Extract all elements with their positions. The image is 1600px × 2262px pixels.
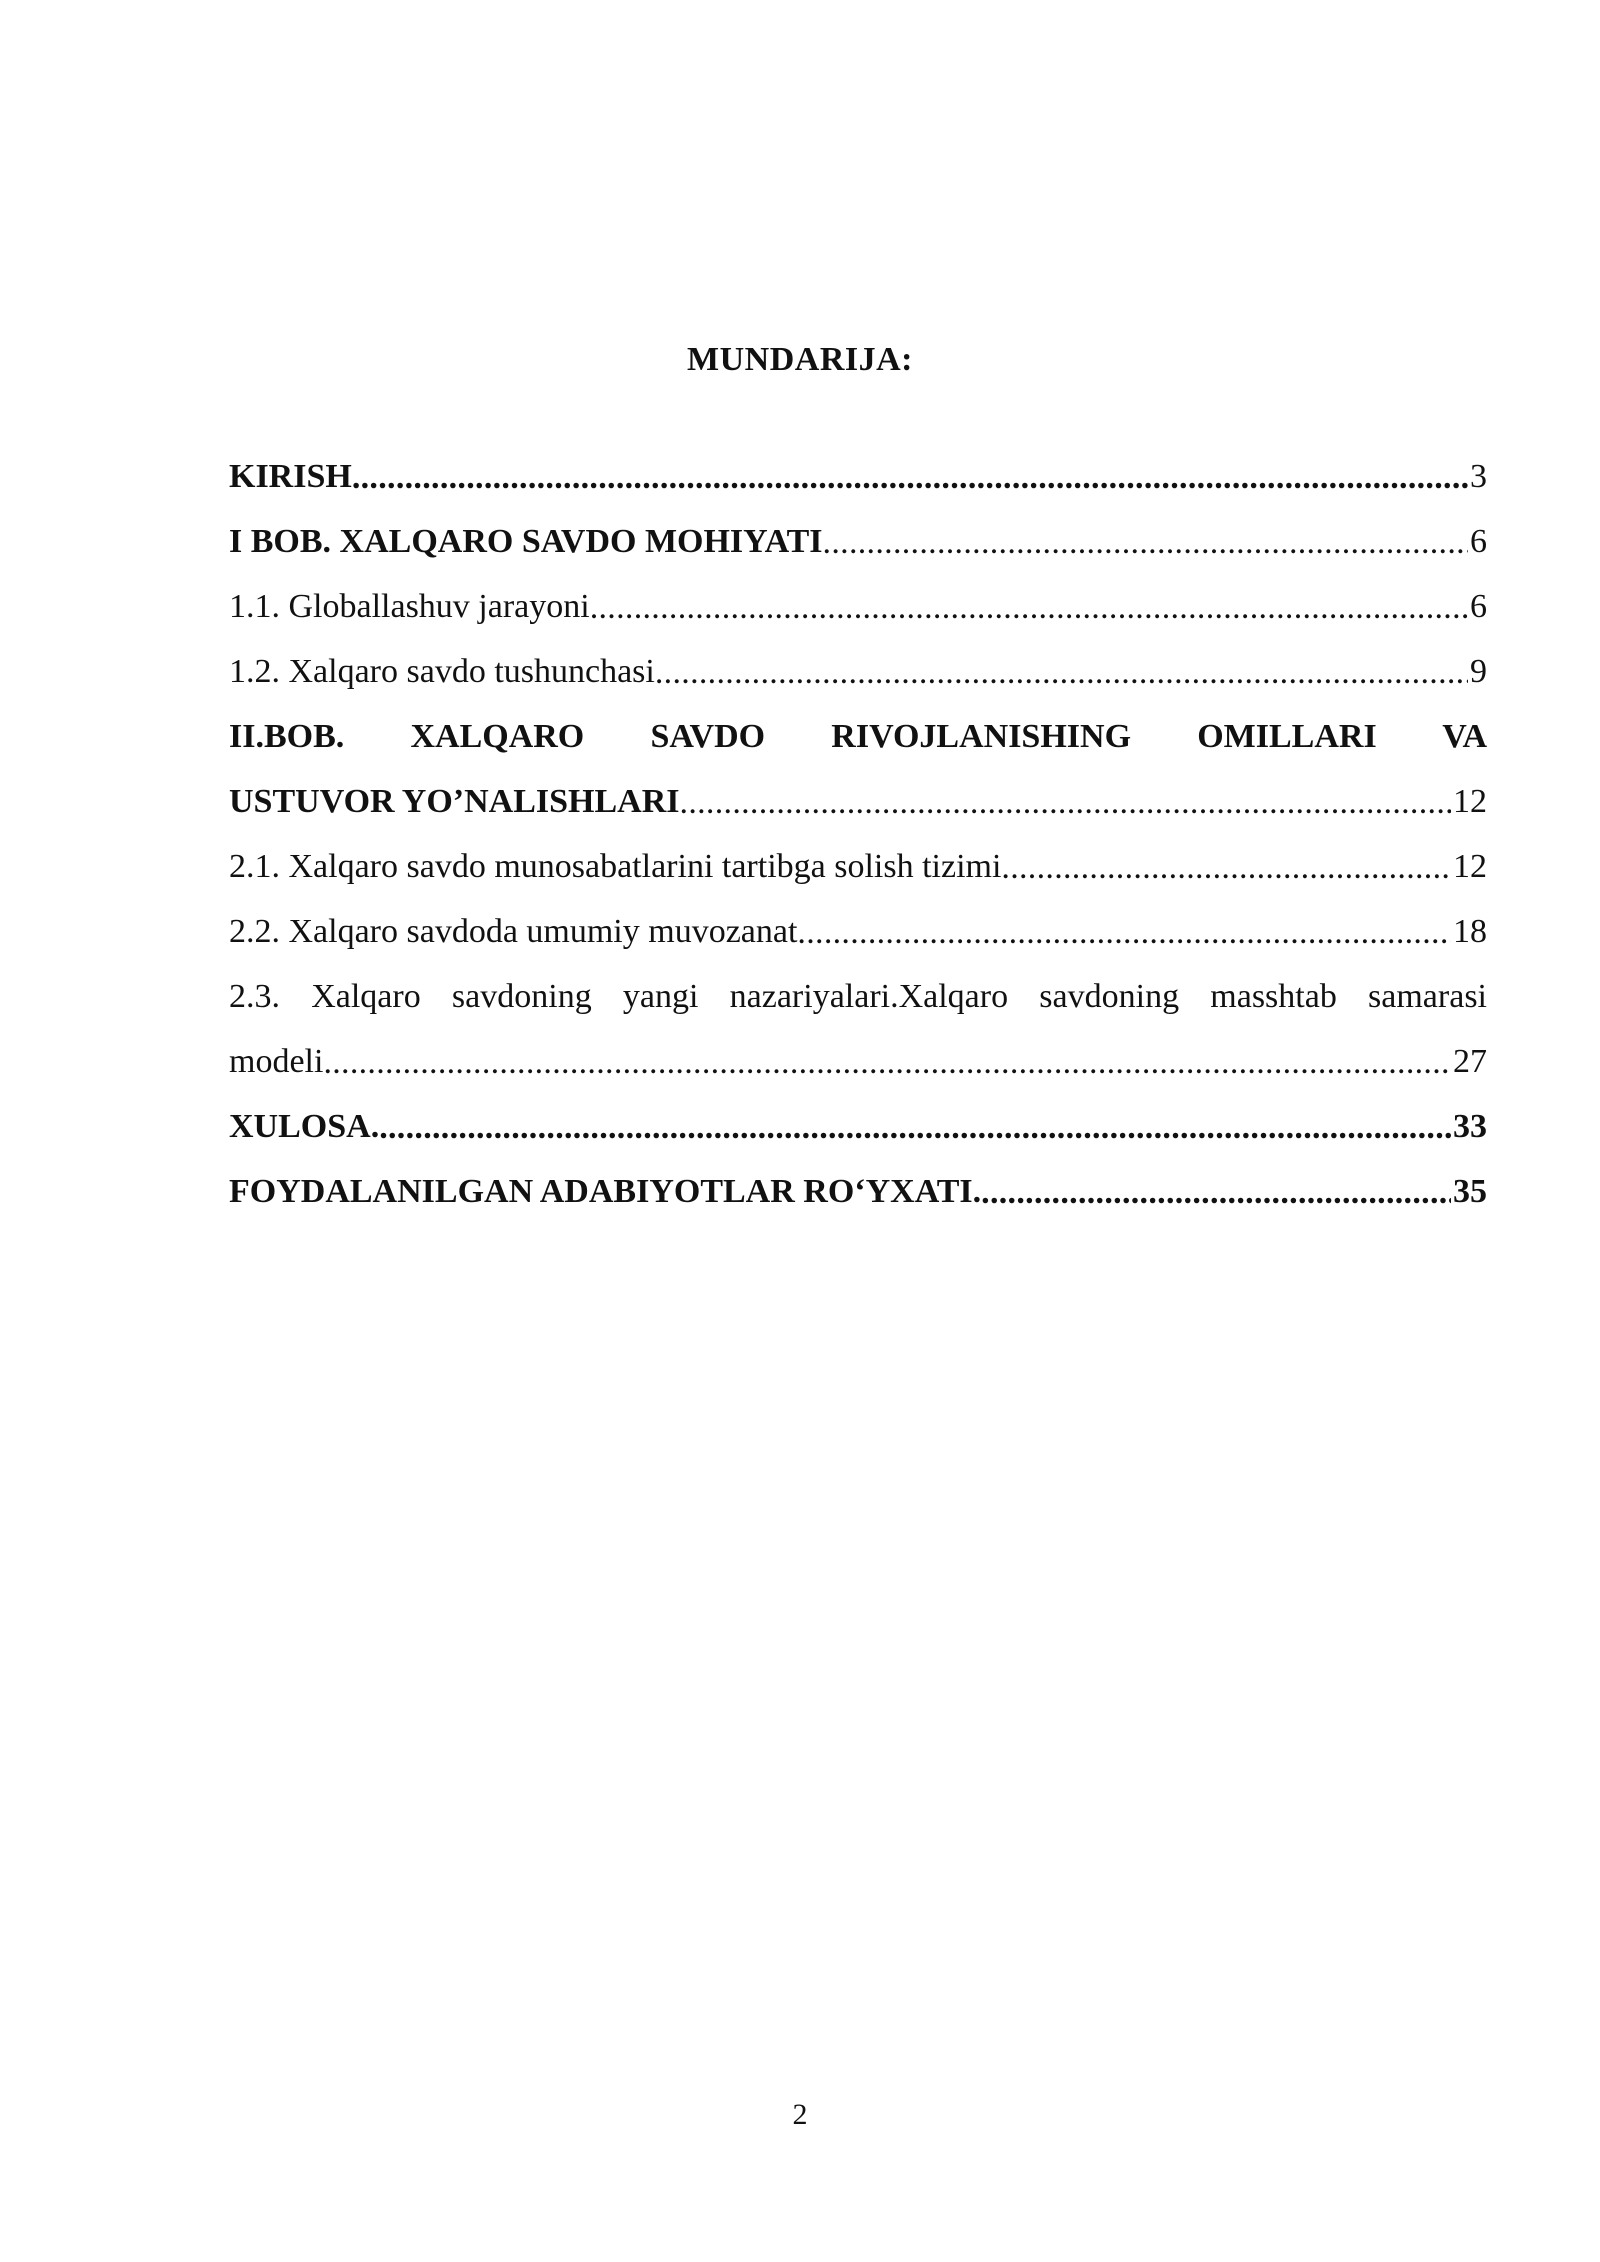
toc-entry-page: 18 (1453, 913, 1487, 950)
toc-entry-label: 2.2. Xalqaro savdoda umumiy muvozanat (229, 913, 798, 950)
toc-entry-page: 12 (1453, 848, 1487, 885)
toc-entry-page: 3 (1470, 458, 1487, 495)
toc-entry-section-2-3-line1[interactable] (229, 964, 1487, 1029)
page-number: 2 (792, 2098, 808, 2131)
page-title: MUNDARIJA: (687, 341, 913, 378)
toc-entry-page: 33 (1453, 1108, 1487, 1145)
toc-leader-dots (590, 574, 1468, 639)
toc-entry-section-2-2[interactable] (229, 899, 1487, 964)
toc-leader-dots (323, 1029, 1451, 1094)
toc-entry-page: 27 (1453, 1043, 1487, 1080)
toc-entry-label: 1.1. Globallashuv jarayoni (229, 588, 590, 625)
toc-entry-page: 12 (1453, 783, 1487, 820)
toc-leader-dots (981, 1159, 1451, 1224)
toc-entry-label: 1.2. Xalqaro savdo tushunchasi (229, 653, 655, 690)
toc-leader-dots (1001, 834, 1451, 899)
toc-leader-dots (680, 769, 1451, 834)
toc-entry-chapter-1[interactable] (229, 509, 1487, 574)
toc-entry-section-2-3[interactable] (229, 1029, 1487, 1094)
toc-entry-label: I BOB. XALQARO SAVDO MOHIYATI (229, 523, 823, 560)
toc-entry-section-1-1[interactable] (229, 574, 1487, 639)
toc-entry-label-line1: II.BOB. XALQARO SAVDO RIVOJLANISHING OMILLARI VA (229, 718, 1487, 755)
toc-entry-label-line1: 2.3. Xalqaro savdoning yangi nazariyalari.Xalqaro savdoning masshtab samarasi (229, 978, 1487, 1015)
toc-entry-references[interactable] (229, 1159, 1487, 1224)
toc-leader-dots (797, 899, 1451, 964)
toc-leader-dots (352, 444, 1468, 509)
toc-entry-page: 9 (1470, 653, 1487, 690)
toc-entry-xulosa[interactable] (229, 1094, 1487, 1159)
toc-entry-kirish[interactable] (229, 444, 1487, 509)
toc-entry-label: USTUVOR YO’NALISHLARI (229, 783, 680, 820)
toc-entry-page: 6 (1470, 523, 1487, 560)
toc-entry-page: 35 (1453, 1173, 1487, 1210)
toc-leader-dots (823, 509, 1468, 574)
toc-entry-chapter-2-line1[interactable] (229, 704, 1487, 769)
toc-entry-label: 2.1. Xalqaro savdo munosabatlarini tartibga solish tizimi (229, 848, 1002, 885)
toc-entry-section-2-1[interactable] (229, 834, 1487, 899)
toc-leader-dots (379, 1094, 1451, 1159)
toc-entry-chapter-2[interactable] (229, 769, 1487, 834)
toc-entry-label: modeli (229, 1043, 324, 1080)
toc-entry-label: XULOSA. (229, 1108, 380, 1145)
toc-entry-label: KIRISH (229, 458, 352, 495)
toc-entry-section-1-2[interactable] (229, 639, 1487, 704)
toc-entry-label: FOYDALANILGAN ADABIYOTLAR RO‘YXATI. (229, 1173, 982, 1210)
toc-entry-page: 6 (1470, 588, 1487, 625)
table-of-contents (229, 444, 1487, 1224)
toc-leader-dots (655, 639, 1468, 704)
